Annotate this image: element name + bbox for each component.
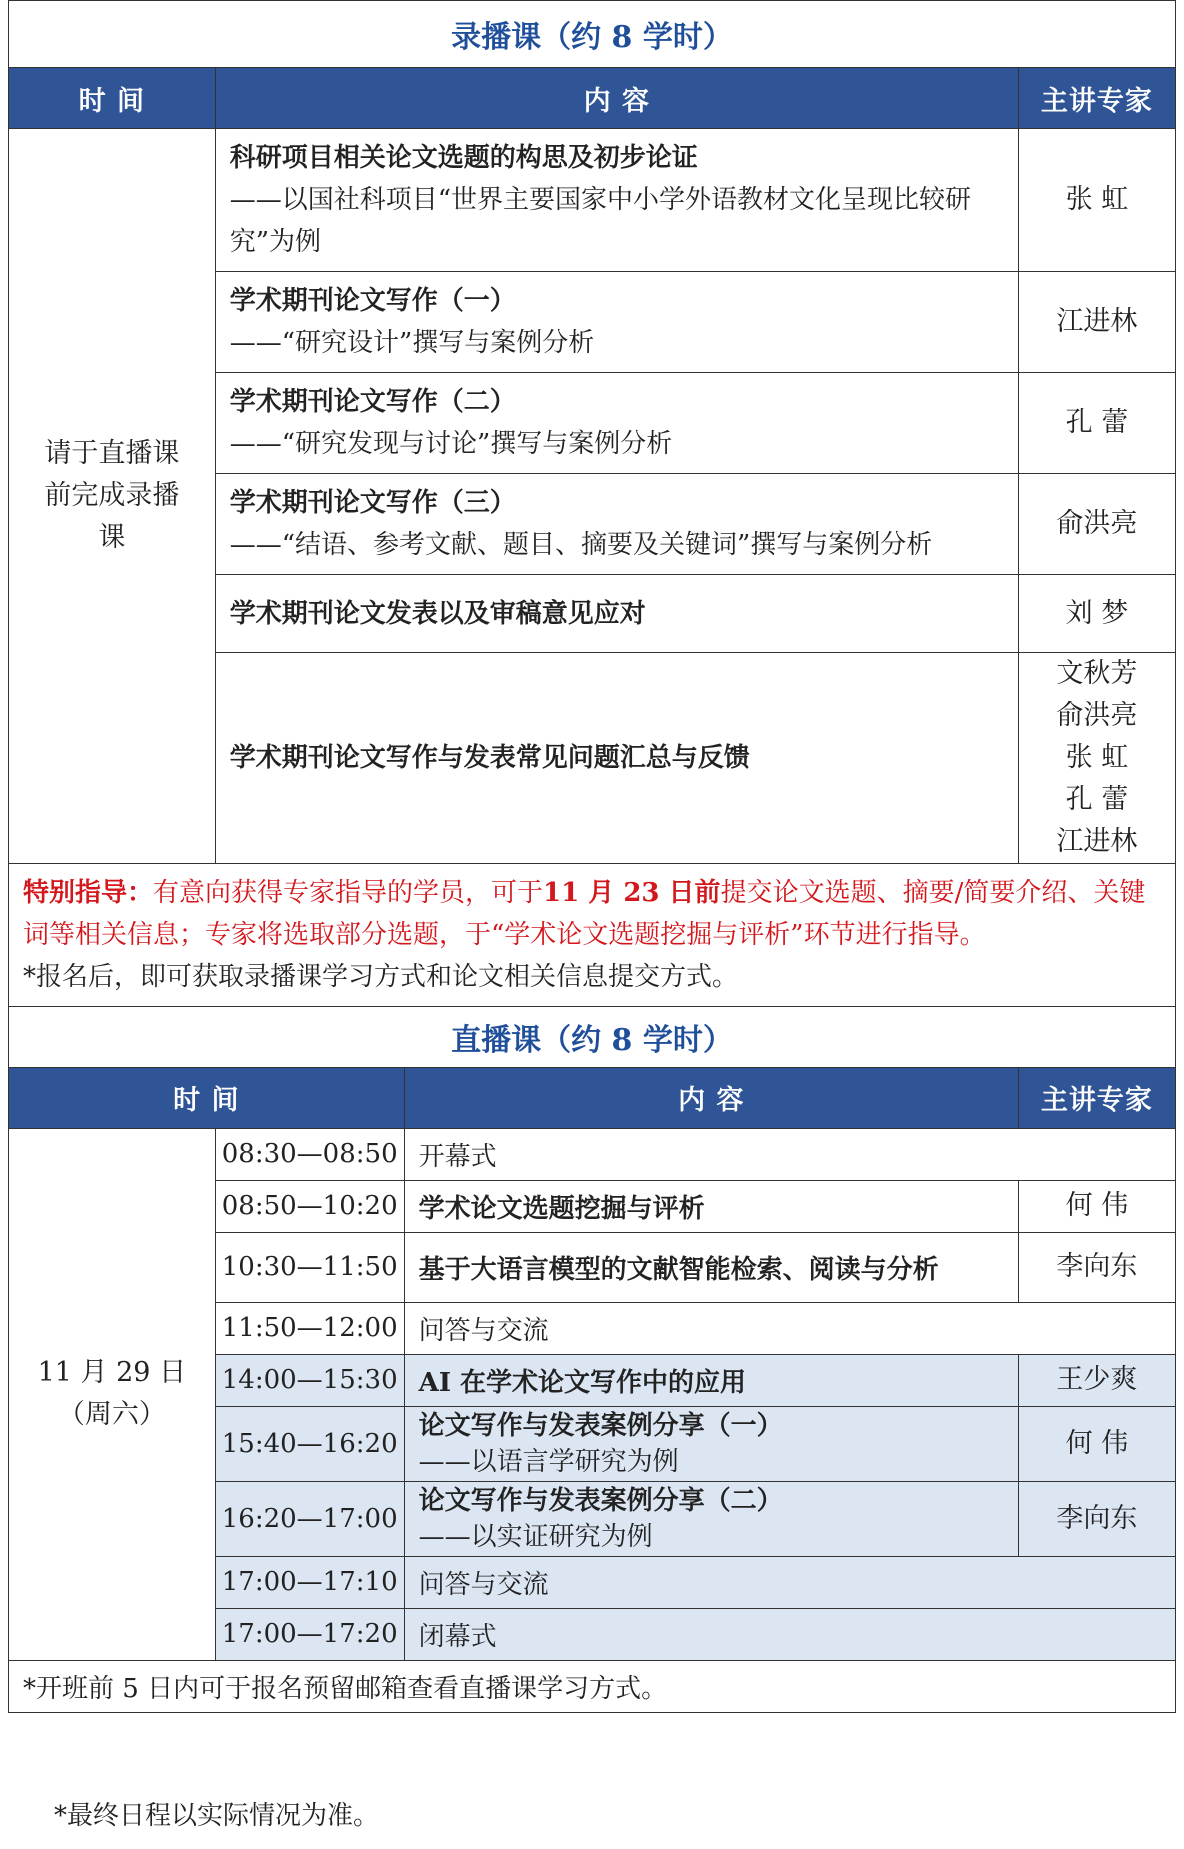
- schedule-page: [8, 0, 1176, 1713]
- session-expert: 李向东: [1018, 1481, 1175, 1556]
- row-subtitle: ——“研究设计”撰写与案例分析: [229, 328, 595, 358]
- header-expert: 主讲专家: [1018, 1067, 1175, 1128]
- time-slot: 14:00—15:30: [215, 1354, 404, 1406]
- recorded-section-title: 录播课（约 8 学时）: [9, 1, 1176, 68]
- session-subtitle: ——以语言学研究为例: [418, 1446, 679, 1477]
- live-date: 11 月 29 日: [37, 1357, 187, 1388]
- live-section-title: 直播课（约 8 学时）: [9, 1006, 1176, 1067]
- final-note: *最终日程以实际情况为准。: [54, 1801, 380, 1831]
- recorded-footnote: *报名后，即可获取录播课学习方式和论文相关信息提交方式。: [23, 962, 739, 992]
- session-content: 闭幕式: [404, 1608, 1175, 1660]
- session-content: [404, 1481, 1018, 1556]
- session-expert: 李向东: [1018, 1232, 1175, 1302]
- special-guidance-note: [9, 864, 1176, 1007]
- row-subtitle: ——“结语、参考文献、题目、摘要及关键词”撰写与案例分析: [229, 530, 933, 560]
- header-content: 内 容: [215, 68, 1018, 129]
- live-weekday: （周六）: [57, 1399, 166, 1430]
- special-label: 特别指导：: [23, 878, 154, 908]
- expert-name: 文秋芳: [1056, 658, 1138, 689]
- row-title: 学术期刊论文写作（二）: [229, 387, 516, 417]
- header-expert: 主讲专家: [1018, 68, 1175, 129]
- recorded-row: [215, 272, 1018, 373]
- recorded-time-note: 请于直播课前完成录播课: [9, 129, 216, 864]
- session-title: 论文写作与发表案例分享（二）: [418, 1485, 783, 1516]
- recorded-course-table: [8, 0, 1176, 1007]
- live-course-table: [8, 1006, 1176, 1713]
- session-content: [404, 1406, 1018, 1481]
- recorded-row: [215, 575, 1018, 653]
- row-expert: 俞洪亮: [1018, 474, 1175, 575]
- time-slot: 17:00—17:20: [215, 1608, 404, 1660]
- row-subtitle: ——“研究发现与讨论”撰写与案例分析: [229, 429, 673, 459]
- session-expert: 何 伟: [1018, 1406, 1175, 1481]
- special-text-1: 有意向获得专家指导的学员，可于: [153, 878, 544, 908]
- row-expert: 孔 蕾: [1018, 373, 1175, 474]
- time-slot: 10:30—11:50: [215, 1232, 404, 1302]
- row-subtitle: ——以国社科项目“世界主要国家中小学外语教材文化呈现比较研究”为例: [229, 185, 971, 257]
- time-slot: 11:50—12:00: [215, 1302, 404, 1354]
- session-expert: 何 伟: [1018, 1180, 1175, 1232]
- session-content: 基于大语言模型的文献智能检索、阅读与分析: [404, 1232, 1018, 1302]
- expert-name: 江进林: [1056, 826, 1138, 857]
- row-expert: 张 虹: [1018, 129, 1175, 272]
- time-slot: 08:50—10:20: [215, 1180, 404, 1232]
- session-content: AI 在学术论文写作中的应用: [404, 1354, 1018, 1406]
- recorded-row: [215, 129, 1018, 272]
- session-content: 学术论文选题挖掘与评析: [404, 1180, 1018, 1232]
- session-subtitle: ——以实证研究为例: [418, 1521, 653, 1552]
- recorded-row: [215, 653, 1018, 864]
- expert-name: 孔 蕾: [1065, 784, 1129, 815]
- time-slot: 15:40—16:20: [215, 1406, 404, 1481]
- row-expert: 刘 梦: [1018, 575, 1175, 653]
- expert-name: 俞洪亮: [1056, 700, 1138, 731]
- live-footnote: *开班前 5 日内可于报名预留邮箱查看直播课学习方式。: [9, 1660, 1176, 1712]
- row-title: 学术期刊论文写作（三）: [229, 488, 516, 518]
- header-content: 内 容: [404, 1067, 1018, 1128]
- header-time: 时 间: [9, 68, 216, 129]
- row-experts-list: [1018, 653, 1175, 864]
- recorded-row: [215, 474, 1018, 575]
- session-content: 问答与交流: [404, 1302, 1175, 1354]
- row-title: 科研项目相关论文选题的构思及初步论证: [229, 143, 698, 173]
- special-text-2: 提交论文选题、摘要/简要介绍、关键词等相关信息；专家将选取部分选题，于“学术论文选题挖掘与评析”环节进行指导。: [23, 878, 1146, 950]
- session-title: 论文写作与发表案例分享（一）: [418, 1410, 783, 1441]
- special-date: 11 月 23 日前: [543, 878, 721, 908]
- time-slot: 17:00—17:10: [215, 1556, 404, 1608]
- row-title: 学术期刊论文写作（一）: [229, 286, 516, 316]
- header-time: 时 间: [9, 1067, 405, 1128]
- live-date-cell: [9, 1128, 216, 1660]
- recorded-row: [215, 373, 1018, 474]
- session-expert: 王少爽: [1018, 1354, 1175, 1406]
- session-content: 问答与交流: [404, 1556, 1175, 1608]
- time-slot: 08:30—08:50: [215, 1128, 404, 1180]
- row-expert: 江进林: [1018, 272, 1175, 373]
- expert-name: 张 虹: [1065, 742, 1129, 773]
- row-title: 学术期刊论文写作与发表常见问题汇总与反馈: [229, 743, 750, 773]
- session-content: 开幕式: [404, 1128, 1175, 1180]
- time-slot: 16:20—17:00: [215, 1481, 404, 1556]
- row-title: 学术期刊论文发表以及审稿意见应对: [229, 598, 646, 629]
